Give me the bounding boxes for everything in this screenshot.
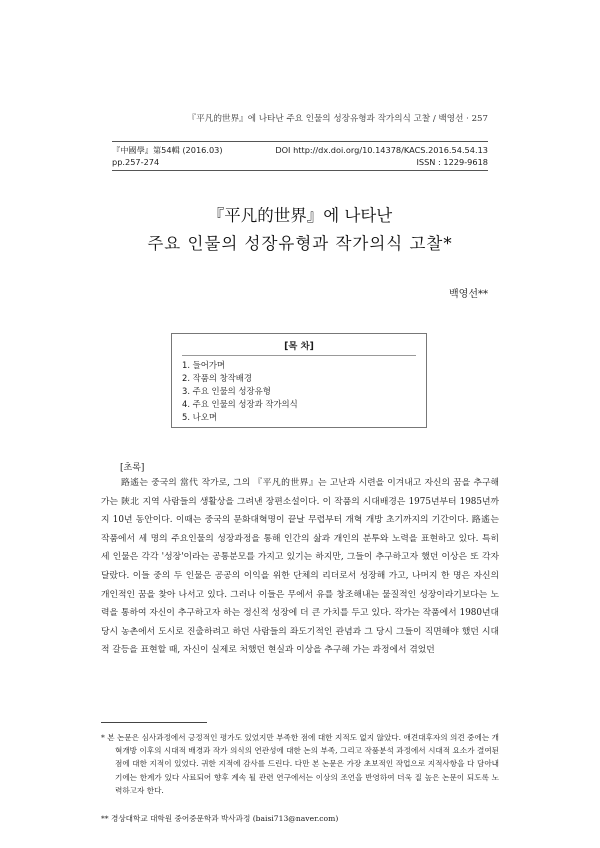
table-of-contents	[171, 333, 427, 428]
meta-row-2	[112, 156, 488, 168]
toc-item: 5. 나오며	[182, 412, 217, 422]
issn: ISSN : 1229-9618	[416, 157, 488, 167]
abstract-label: [초록]	[120, 463, 145, 473]
toc-heading: [목 차]	[284, 341, 314, 352]
footnote-affiliation: ** 경상대학교 대학원 중어중문학과 박사과정 (baisi713@naver.com)	[101, 814, 339, 823]
doi-link[interactable]: DOI http://dx.doi.org/10.14378/KACS.2016.54.54.13	[275, 145, 488, 155]
publication-meta	[112, 141, 488, 171]
toc-item: 1. 들어가며	[182, 360, 226, 370]
author-name: 백영선**	[449, 289, 488, 300]
footnote-divider	[101, 722, 207, 723]
journal-info: 『中國學』第54輯 (2016.03)	[112, 145, 223, 155]
paper-title-line-2: 주요 인물의 성장유형과 작가의식 고찰*	[147, 234, 453, 253]
toc-list	[182, 355, 416, 424]
abstract-text: 路遙는 중국의 當代 작가로, 그의 『平凡的世界』는 고난과 시련을 이겨내고 자신의 꿈을 추구해 가는 陝北 지역 사람들의 생활상을 그려낸 장편소설이다. 이 작품의 시대배경은 1975년부터 1985년까지 10년 동안이다. 이때는 중국의 문화대혁명이 끝날 무렵부터 개혁 개방 초기까지의 기간이다. 路遙는 작품에서 세 명의 주요인물의 성장과정을 통해 인간의 삶과 개인의 분투와 노력을 표현하고 있다. 특히 세 인물은 각각 '성장'이라는 공통분모를 가지고 있기는 하지만, 그들이 추구하고자 했던 이상은 또 각자 달랐다. 이들 중의 두 인물은 공공의 이익을 위한 단체의 리더로서 성장해 가고, 나머지 한 명은 자신의 개인적인 꿈을 찾아 나서고 있다. 그러나 이들은 무에서 유를 창조해내는 물질적인 성장이라기보다는 노력을 통하여 자신이 추구하고자 하는 정신적 성장에 더 큰 가치를 두고 있다. 작가는 작품에서 1980년대 당시 농촌에서 도시로 진출하려고 하던 사람들의 좌도기적인 관념과 그 당시 그들이 직면해야 했던 시대적 갈등을 표현할 때, 자신이 실제로 처했던 현실과 이상을 추구해 가는 과정에서 겪었던	[101, 478, 499, 656]
page-range: pp.257-274	[112, 157, 160, 167]
toc-item: 4. 주요 인물의 성장과 작가의식	[182, 399, 298, 409]
meta-row-1	[112, 144, 488, 156]
paper-title-line-1: 『平凡的世界』에 나타난	[207, 206, 393, 225]
footnote-acknowledgement: * 본 논문은 심사과정에서 긍정적인 평가도 있었지만 부족한 점에 대한 지적도 없지 않았다. 애견대후자의 의견 중에는 개혁개방 이후의 시대적 배경과 작가 의식의 연관성에 대한 논의 부족, 그리고 작품분석 과정에서 시대적 요소가 결여된 점에 대한 지적이 있었다. 귀한 지적에 감사를 드린다. 다만 본 논문은 가장 초보적인 작업으로 지적사항을 다 담아내기에는 한계가 있다 사료되어 향후 계속 될 관련 연구에서는 이상의 조언을 반영하여 더욱 질 높은 논문이 되도록 노력하고자 한다.	[101, 733, 499, 795]
toc-item: 3. 주요 인물의 성장유형	[182, 386, 271, 396]
running-head: 『平凡的世界』에 나타난 주요 인물의 성장유형과 작가의식 고찰 / 백영선 · 257	[187, 114, 488, 124]
toc-item: 2. 작품의 창작배경	[182, 373, 252, 383]
